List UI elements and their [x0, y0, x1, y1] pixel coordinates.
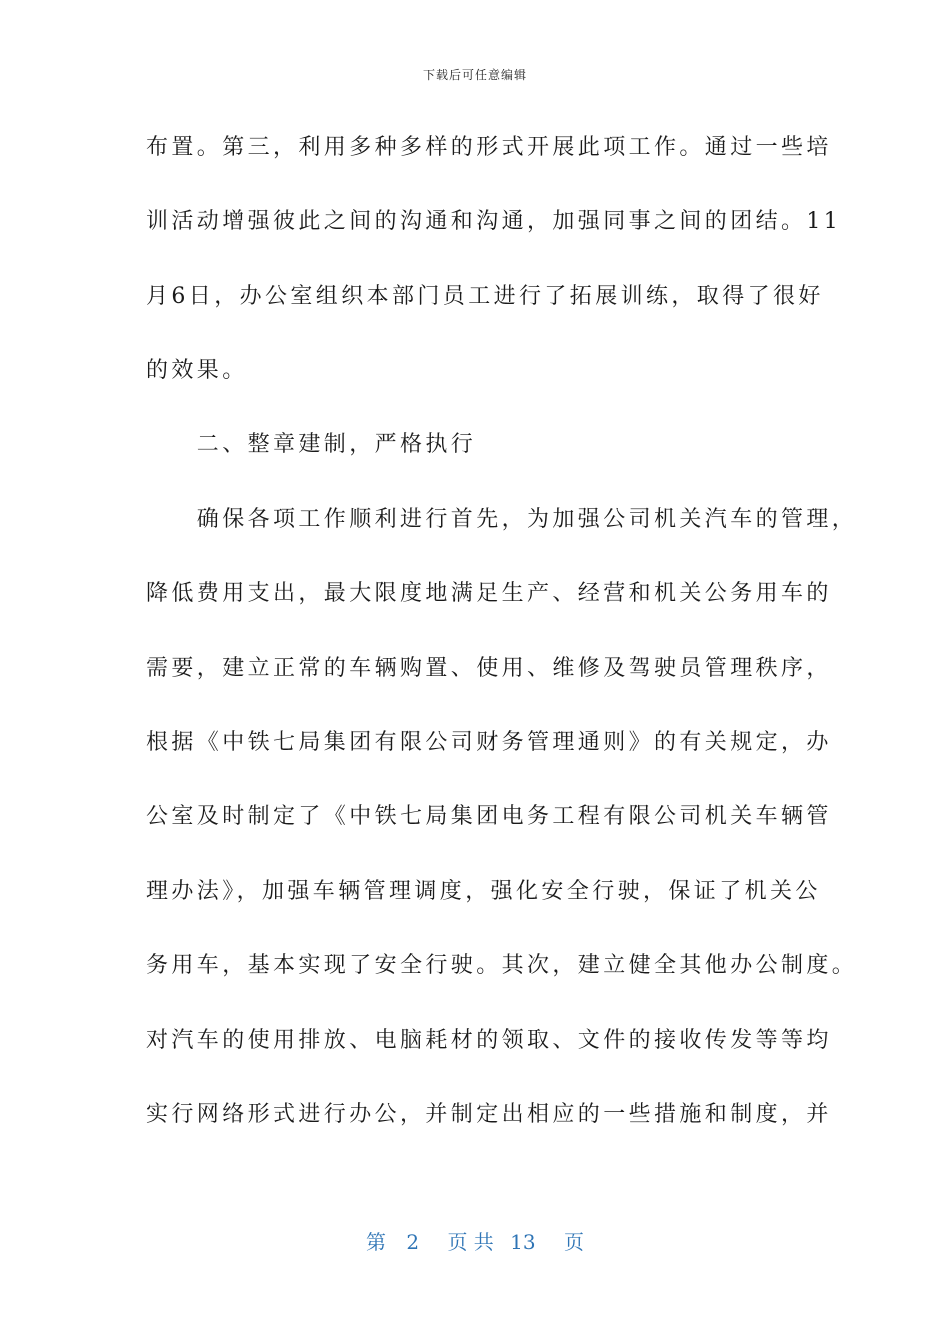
section-heading: 二、整章建制，严格执行: [146, 432, 477, 457]
page-label-prefix: 第: [366, 1230, 386, 1254]
page-label-suffix: 页: [563, 1230, 584, 1254]
text-line: 需要，建立正常的车辆购置、使用、维修及驾驶员管理秩序，: [146, 656, 832, 681]
text-line: 务用车，基本实现了安全行驶。其次，建立健全其他办公制度。: [146, 953, 858, 978]
text-line: 的效果。: [146, 358, 248, 383]
text-line: 布置。第三，利用多种多样的形式开展此项工作。通过一些培: [146, 135, 832, 160]
text-line: 实行网络形式进行办公，并制定出相应的一些措施和制度，并: [146, 1102, 832, 1127]
text-line: 确保各项工作顺利进行首先，为加强公司机关汽车的管理，: [146, 507, 858, 532]
page-header-note: 下载后可任意编辑: [422, 68, 527, 82]
text-line: 训活动增强彼此之间的沟通和沟通，加强同事之间的团结。11: [146, 209, 842, 234]
text-line: 根据《中铁七局集团有限公司财务管理通则》的有关规定，办: [146, 730, 832, 755]
total-pages-number: 13: [510, 1230, 536, 1254]
text-line: 月6日，办公室组织本部门员工进行了拓展训练，取得了很好: [146, 284, 824, 309]
text-line: 公室及时制定了《中铁七局集团电务工程有限公司机关车辆管: [146, 804, 832, 829]
current-page-number: 2: [406, 1230, 420, 1254]
page-label-mid: 页 共: [447, 1230, 494, 1254]
text-line: 理办法》，加强车辆管理调度，强化安全行驶，保证了机关公: [146, 879, 821, 904]
text-line: 降低费用支出，最大限度地满足生产、经营和机关公务用车的: [146, 581, 832, 606]
page-number-footer: [0, 1226, 950, 1255]
text-line: 对汽车的使用排放、电脑耗材的领取、文件的接收传发等等均: [146, 1028, 832, 1053]
